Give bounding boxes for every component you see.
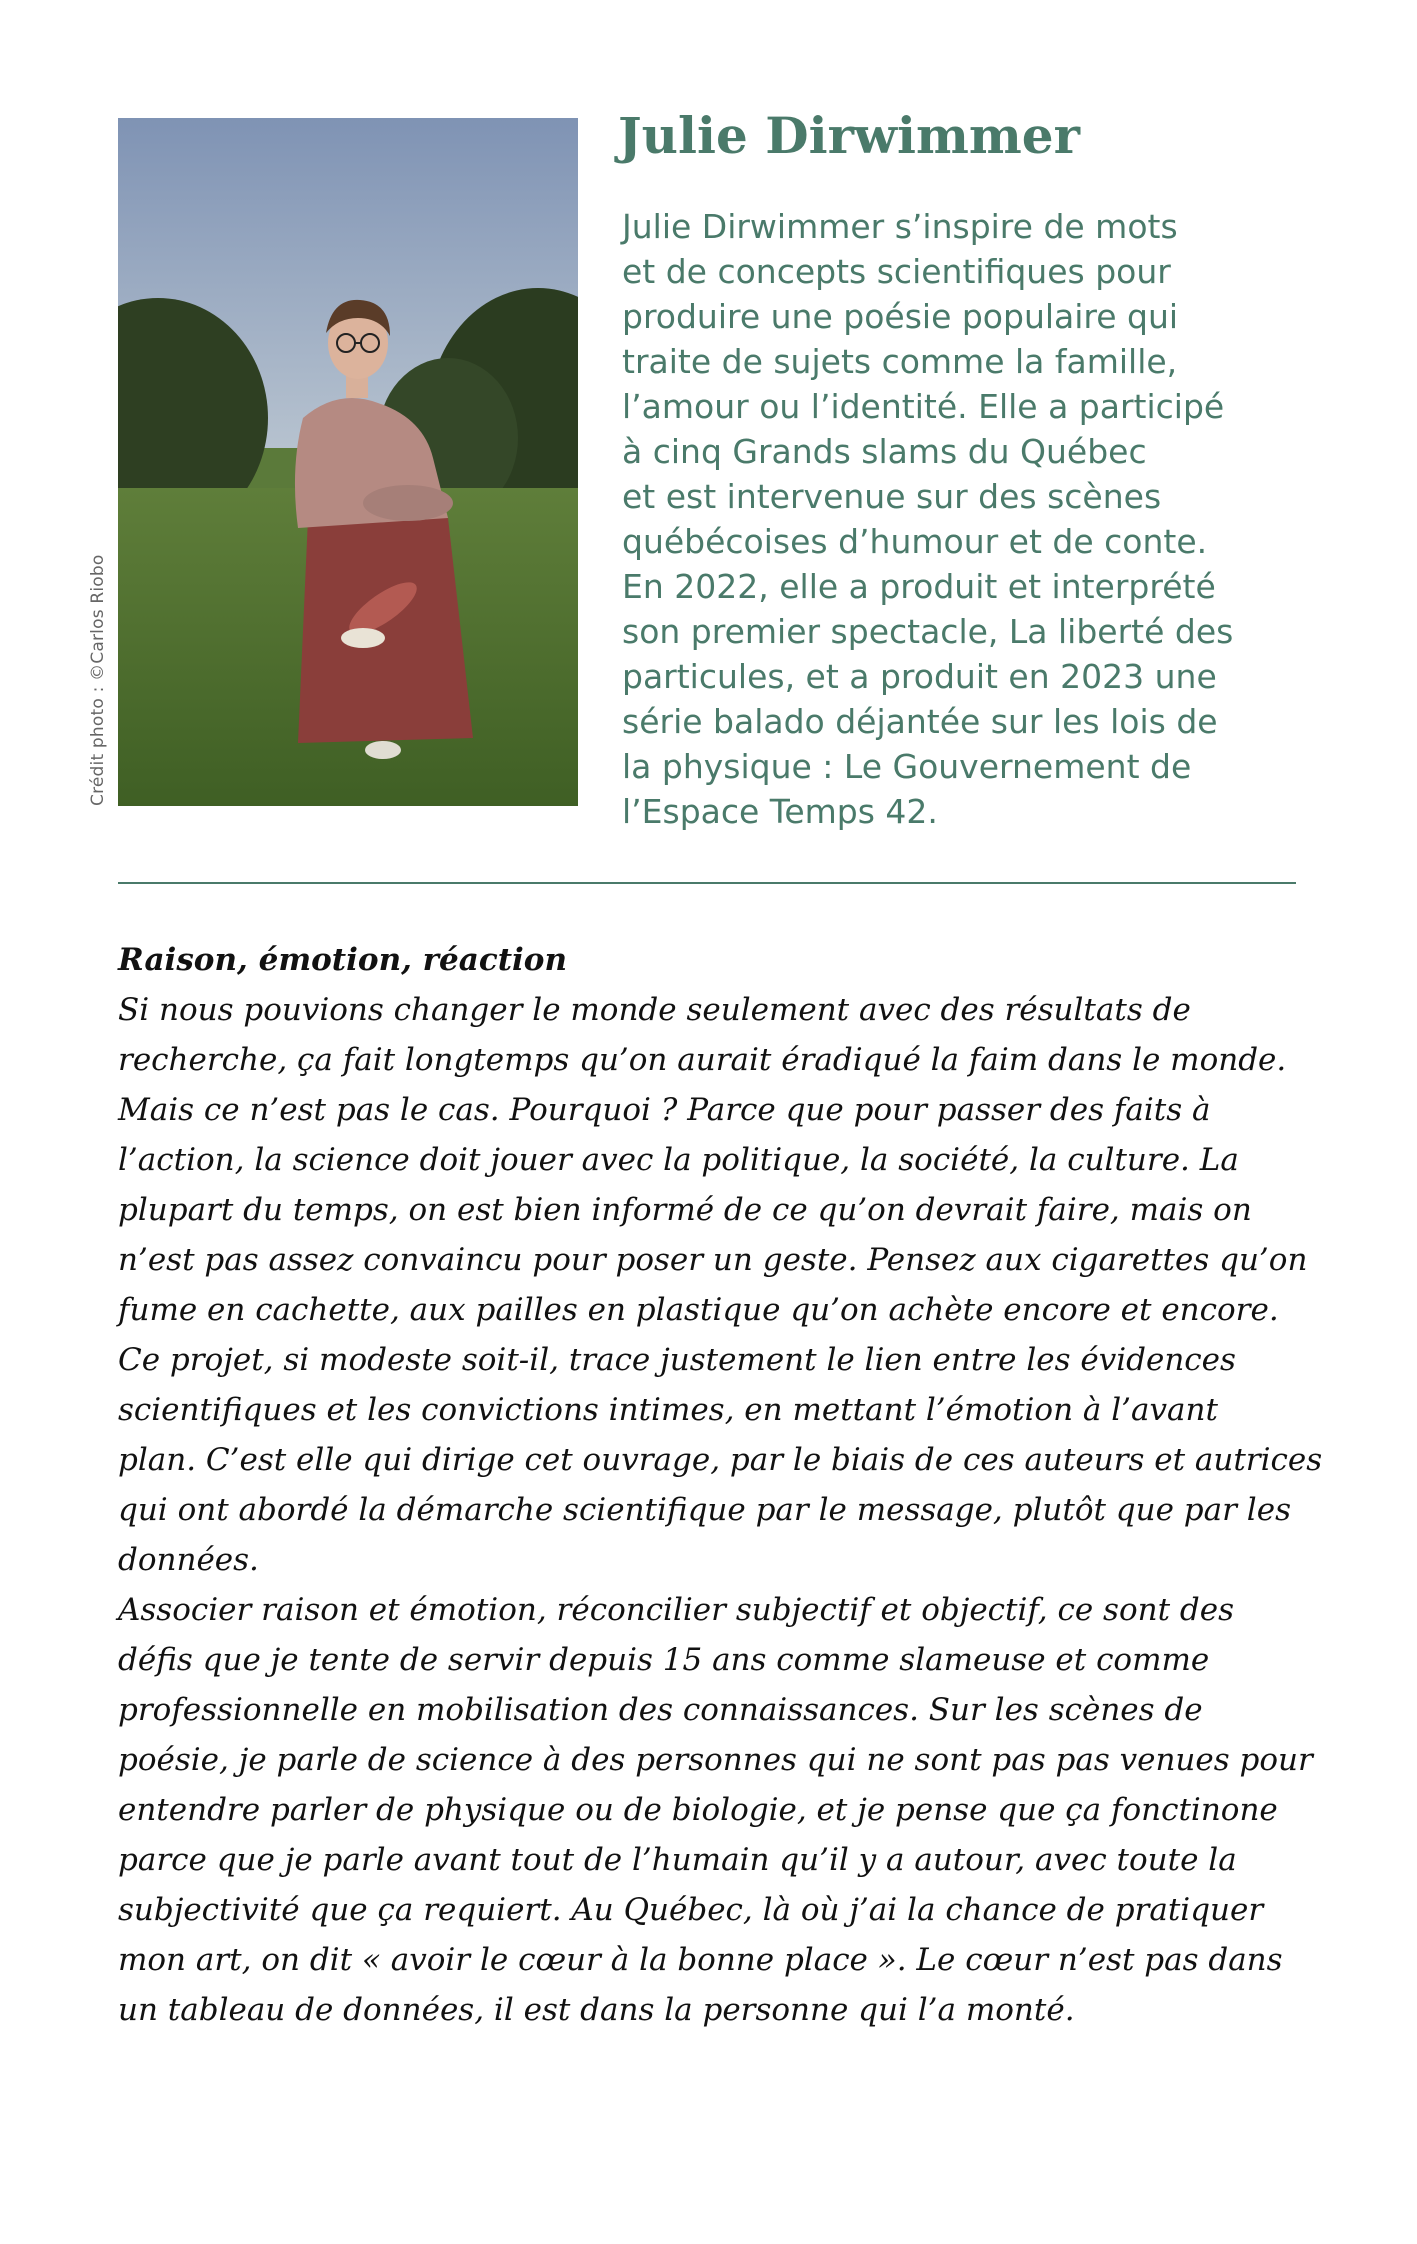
bio-line: l’amour ou l’identité. Elle a participé — [622, 387, 1225, 426]
bio-line: à cinq Grands slams du Québec — [622, 432, 1147, 471]
author-photo-illustration — [118, 118, 578, 806]
essay-line: données. — [118, 1542, 259, 1578]
author-photo — [118, 118, 578, 806]
essay-line: Associer raison et émotion, réconcilier subjectif et objectif, ce sont des — [118, 1592, 1234, 1628]
essay-line: n’est pas assez convaincu pour poser un geste. Pensez aux cigarettes qu’on — [118, 1242, 1308, 1278]
essay-title: Raison, émotion, réaction — [118, 942, 568, 978]
essay-line: défis que je tente de servir depuis 15 ans comme slameuse et comme — [118, 1642, 1210, 1678]
essay-line: mon art, on dit « avoir le cœur à la bonne place ». Le cœur n’est pas dans — [118, 1942, 1283, 1978]
essay-line: qui ont abordé la démarche scientifique par le message, plutôt que par les — [118, 1492, 1291, 1528]
bio-line: En 2022, elle a produit et interprété — [622, 567, 1216, 606]
essay-line: Ce projet, si modeste soit-il, trace justement le lien entre les évidences — [118, 1342, 1236, 1378]
essay-line: subjectivité que ça requiert. Au Québec, là où j’ai la chance de pratiquer — [118, 1892, 1264, 1928]
essay-line: l’action, la science doit jouer avec la politique, la société, la culture. La — [118, 1142, 1239, 1178]
essay-line: recherche, ça fait longtemps qu’on aurait éradiqué la faim dans le monde. — [118, 1042, 1287, 1078]
essay-line: Si nous pouvions changer le monde seulement avec des résultats de — [118, 992, 1191, 1028]
essay-line: poésie, je parle de science à des personnes qui ne sont pas pas venues pour — [118, 1742, 1313, 1778]
bio-line: traite de sujets comme la famille, — [622, 342, 1178, 381]
section-divider — [118, 882, 1296, 884]
bio-line: la physique : Le Gouvernement de — [622, 747, 1192, 786]
essay-line: plupart du temps, on est bien informé de ce qu’on devrait faire, mais on — [118, 1192, 1252, 1228]
essay-line: fume en cachette, aux pailles en plastique qu’on achète encore et encore. — [118, 1292, 1279, 1328]
bio-line: particules, et a produit en 2023 une — [622, 657, 1217, 696]
bio-line: Julie Dirwimmer s’inspire de mots — [622, 207, 1178, 246]
essay — [118, 935, 1323, 2035]
author-bio — [622, 204, 1302, 834]
bio-line: produire une poésie populaire qui — [622, 297, 1179, 336]
essay-line: plan. C’est elle qui dirige cet ouvrage, par le biais de ces auteurs et autrices — [118, 1442, 1323, 1478]
bio-line: québécoises d’humour et de conte. — [622, 522, 1208, 561]
essay-line: professionnelle en mobilisation des connaissances. Sur les scènes de — [118, 1692, 1203, 1728]
bio-line: et de concepts scientifiques pour — [622, 252, 1171, 291]
essay-line: scientifiques et les convictions intimes, en mettant l’émotion à l’avant — [118, 1392, 1218, 1428]
essay-line: entendre parler de physique ou de biologie, et je pense que ça fonctinone — [118, 1792, 1278, 1828]
photo-credit: Crédit photo : ©Carlos Riobo — [88, 554, 108, 806]
essay-line: parce que je parle avant tout de l’humain qu’il y a autour, avec toute la — [118, 1842, 1237, 1878]
author-name: Julie Dirwimmer — [618, 106, 1080, 165]
essay-line: Mais ce n’est pas le cas. Pourquoi ? Parce que pour passer des faits à — [118, 1092, 1211, 1128]
bio-line: son premier spectacle, La liberté des — [622, 612, 1234, 651]
bio-line: et est intervenue sur des scènes — [622, 477, 1162, 516]
bio-line: l’Espace Temps 42. — [622, 792, 938, 831]
bio-line: série balado déjantée sur les lois de — [622, 702, 1218, 741]
essay-line: un tableau de données, il est dans la personne qui l’a monté. — [118, 1992, 1075, 2028]
